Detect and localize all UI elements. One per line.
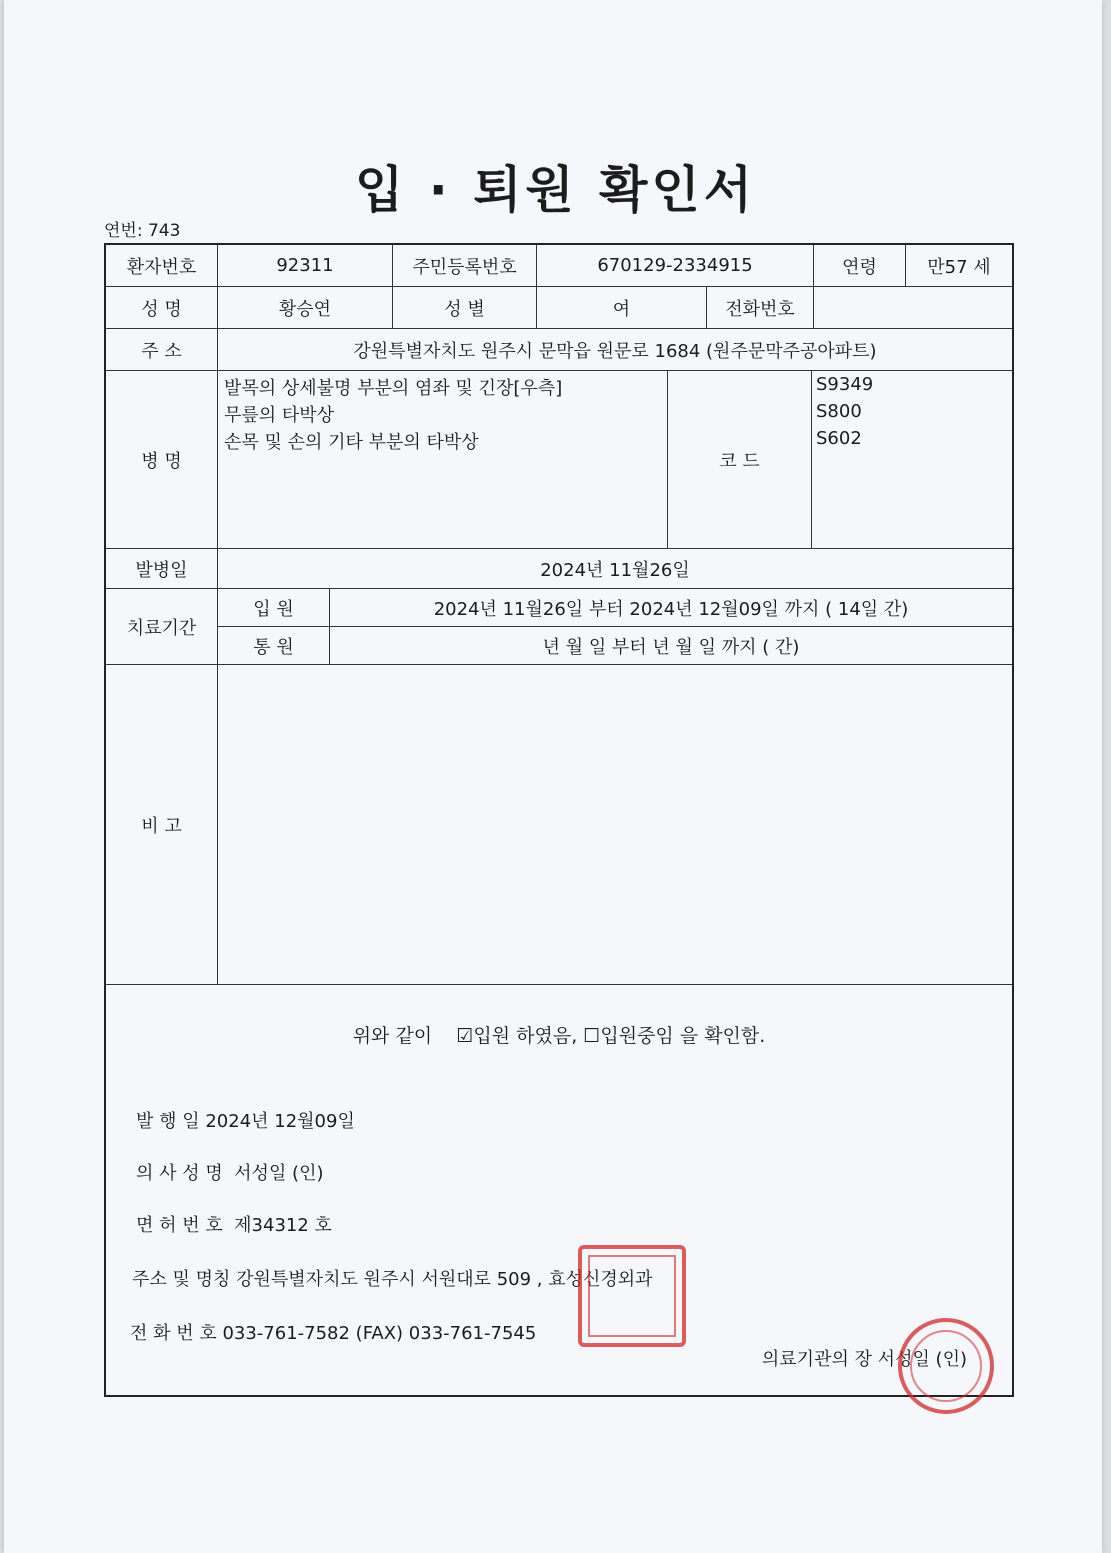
checked-box-icon: ☑ <box>456 1025 474 1047</box>
address-label: 주 소 <box>106 329 218 371</box>
patient-number-label: 환자번호 <box>106 245 218 287</box>
rrn-value: 670129-2334915 <box>537 245 814 287</box>
doctor-line <box>136 1159 324 1185</box>
phone-value <box>814 287 1012 329</box>
age-label: 연령 <box>814 245 906 287</box>
outpatient-label: 통 원 <box>218 627 330 665</box>
license-line <box>136 1211 332 1237</box>
remarks-value <box>218 665 1012 985</box>
code-list <box>812 371 1012 549</box>
phone-label: 전화번호 <box>707 287 814 329</box>
name-label: 성 명 <box>106 287 218 329</box>
diagnosis-list <box>218 371 668 549</box>
code-item: S602 <box>816 428 862 449</box>
treatment-period-label: 치료기간 <box>106 589 218 665</box>
inpatient-label: 입 원 <box>218 589 330 627</box>
option-admitted: 입원 하였음, <box>473 1025 578 1047</box>
name-value: 황승연 <box>218 287 393 329</box>
diagnosis-item: 발목의 상세불명 부분의 염좌 및 긴장[우측] <box>224 378 563 399</box>
institution-phone-label: 전 화 번 호 <box>130 1323 217 1344</box>
confirmation-form <box>104 243 1014 1397</box>
diagnosis-item: 무릎의 타박상 <box>224 405 335 426</box>
option-in-hospital: 입원중임 을 확인함. <box>600 1025 766 1047</box>
patient-number-value: 92311 <box>218 245 393 287</box>
sex-value: 여 <box>537 287 707 329</box>
code-item: S9349 <box>816 374 874 395</box>
license-label: 면 허 번 호 <box>136 1215 223 1236</box>
doctor-label: 의 사 성 명 <box>136 1163 223 1184</box>
rrn-label: 주민등록번호 <box>393 245 537 287</box>
code-label: 코 드 <box>668 371 812 549</box>
issue-date: 2024년 12월09일 <box>205 1111 355 1132</box>
sex-label: 성 별 <box>393 287 537 329</box>
document-title: 입 · 퇴원 확인서 <box>354 161 756 219</box>
onset-value: 2024년 11월26일 <box>218 549 1012 589</box>
license-number: 제34312 호 <box>234 1215 332 1236</box>
confirmation-statement <box>106 1021 1012 1048</box>
institution-phone: 033-761-7582 (FAX) 033-761-7545 <box>222 1323 537 1344</box>
institution-label: 주소 및 명칭 <box>132 1269 231 1290</box>
issue-date-line <box>136 1107 355 1133</box>
diagnosis-item: 손목 및 손의 기타 부분의 타박상 <box>224 432 479 453</box>
issue-date-label: 발 행 일 <box>136 1111 200 1132</box>
director-seal-stamp <box>898 1318 994 1414</box>
head-signature: 의료기관의 장 서성일 (인) <box>761 1349 967 1370</box>
serial-number: 연번: 743 <box>104 221 181 241</box>
confirmation-prefix: 위와 같이 <box>352 1025 433 1047</box>
inpatient-period: 2024년 11월26일 부터 2024년 12월09일 까지 ( 14일 간) <box>330 589 1012 627</box>
onset-label: 발병일 <box>106 549 218 589</box>
outpatient-period: 년 월 일 부터 년 월 일 까지 ( 간) <box>330 627 1012 665</box>
institution-phone-line <box>130 1319 536 1345</box>
address-value: 강원특별자치도 원주시 문막읍 원문로 1684 (원주문막주공아파트) <box>218 329 1012 371</box>
institution-line <box>132 1265 653 1291</box>
hospital-seal-stamp <box>578 1245 686 1347</box>
remarks-label: 비 고 <box>106 665 218 985</box>
doctor-name: 서성일 (인) <box>234 1163 324 1184</box>
institution-address: 강원특별자치도 원주시 서원대로 509 , 효성신경외과 <box>236 1269 653 1290</box>
code-item: S800 <box>816 401 862 422</box>
age-value: 만57 세 <box>906 245 1012 287</box>
diagnosis-label: 병 명 <box>106 371 218 549</box>
unchecked-box-icon: ☐ <box>583 1025 601 1047</box>
